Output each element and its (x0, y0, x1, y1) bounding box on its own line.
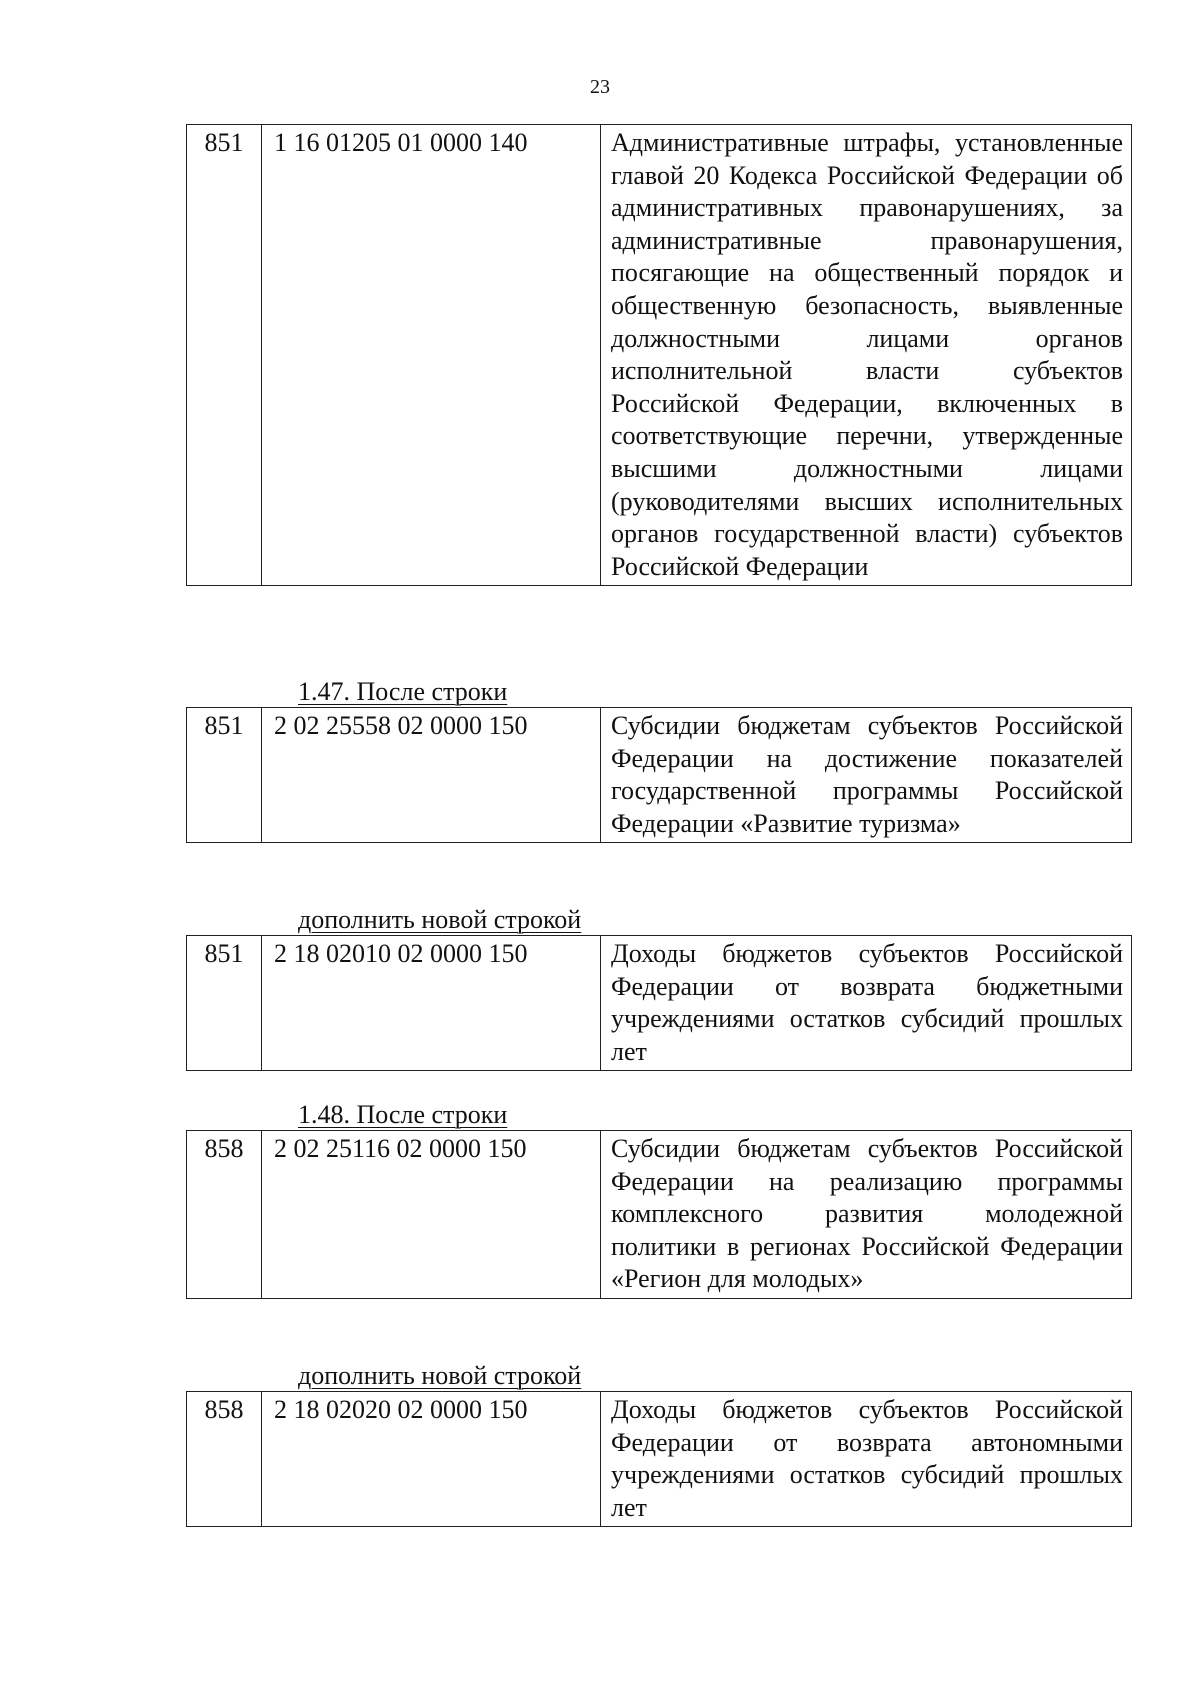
income-table-section-4 (186, 1391, 1132, 1527)
income-table-section-2 (186, 935, 1132, 1071)
section-caption: дополнить новой строкой (298, 1361, 582, 1390)
table-row (187, 1392, 1132, 1527)
income-code-cell: 2 02 25558 02 0000 150 (262, 708, 601, 843)
income-name-cell: Доходы бюджетов субъектов Российской Федерации от возврата автономными учреждениями остатков субсидий прошлых лет (601, 1392, 1132, 1527)
admin-code-cell: 858 (187, 1131, 262, 1299)
income-name-cell: Субсидии бюджетам субъектов Российской Федерации на реализацию программы комплексного развития молодежной политики в регионах Российской Федерации «Регион для молодых» (601, 1131, 1132, 1299)
admin-code-cell: 851 (187, 125, 262, 586)
income-name-cell: Субсидии бюджетам субъектов Российской Федерации на достижение показателей государственной программы Российской Федерации «Развитие туризма» (601, 708, 1132, 843)
income-table-section-0 (186, 124, 1132, 586)
income-table-section-1 (186, 707, 1132, 843)
income-code-cell: 2 18 02010 02 0000 150 (262, 936, 601, 1071)
table-row (187, 708, 1132, 843)
income-code-cell: 2 18 02020 02 0000 150 (262, 1392, 601, 1527)
income-code-cell: 2 02 25116 02 0000 150 (262, 1131, 601, 1299)
income-table-section-3 (186, 1130, 1132, 1299)
admin-code-cell: 851 (187, 708, 262, 843)
page-number: 23 (590, 76, 610, 98)
table-row (187, 1131, 1132, 1299)
income-name-cell: Административные штрафы, установленные главой 20 Кодекса Российской Федерации об административных правонарушениях, за административные правонарушения, посягающие на общественный порядок и общественную безопасность, выявленные должностными лицами органов исполнительной власти субъектов Российской Федерации, включенных в соответствующие перечни, утвержденные высшими должностными лицами (руководителями высших исполнительных органов государственной власти) субъектов Российской Федерации (601, 125, 1132, 586)
section-caption: 1.47. После строки (298, 677, 508, 706)
table-row (187, 125, 1132, 586)
table-row (187, 936, 1132, 1071)
section-caption: дополнить новой строкой (298, 905, 582, 934)
admin-code-cell: 858 (187, 1392, 262, 1527)
income-code-cell: 1 16 01205 01 0000 140 (262, 125, 601, 586)
admin-code-cell: 851 (187, 936, 262, 1071)
income-name-cell: Доходы бюджетов субъектов Российской Федерации от возврата бюджетными учреждениями остатков субсидий прошлых лет (601, 936, 1132, 1071)
section-caption: 1.48. После строки (298, 1100, 508, 1129)
